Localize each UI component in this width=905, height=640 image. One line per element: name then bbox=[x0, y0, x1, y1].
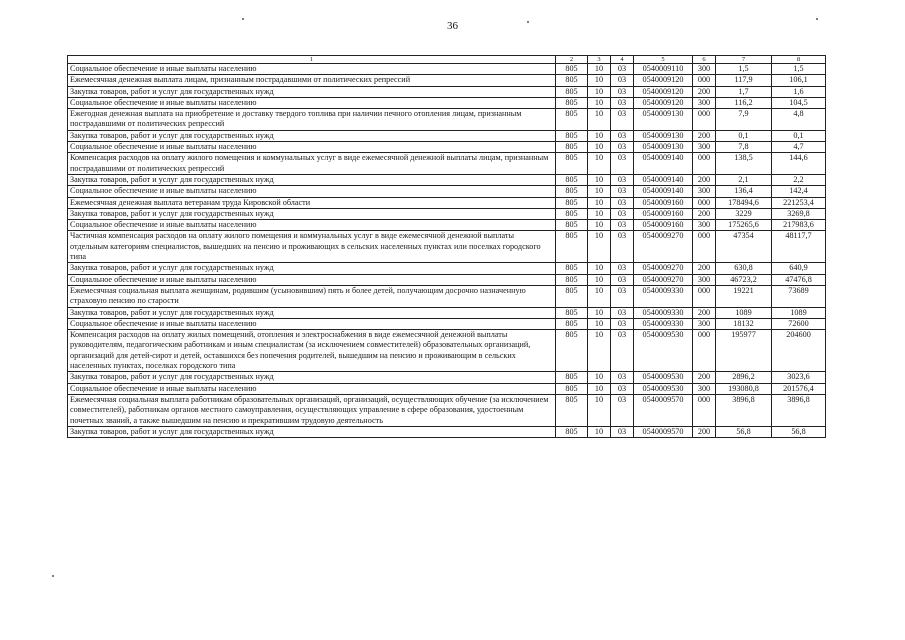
scan-speck bbox=[527, 21, 529, 23]
table-row bbox=[68, 307, 826, 318]
row-name: Ежемесячная социальная выплата женщинам, родившим (усыновившим) пять и более детей, получающим досрочно назначенную страховую пенсию по старости bbox=[68, 285, 556, 307]
cell-amount-1: 1,7 bbox=[716, 86, 772, 97]
cell-subsection: 03 bbox=[611, 231, 634, 263]
row-name: Закупка товаров, работ и услуг для государственных нужд bbox=[68, 263, 556, 274]
cell-amount-1: 3229 bbox=[716, 208, 772, 219]
table-row bbox=[68, 426, 826, 437]
row-name: Ежемесячная социальная выплата работникам образовательных организаций, организаций, осуществляющих обучение (за исключением совместителей), работникам органов местного самоуправления, осуществляющих управление в сфере образования, удостоенным почетных званий, а также вышедшим на пенсию и прекратившим трудовую деятельность bbox=[68, 394, 556, 426]
cell-expense-type: 200 bbox=[693, 426, 716, 437]
cell-amount-2: 47476,8 bbox=[772, 274, 826, 285]
cell-expense-type: 000 bbox=[693, 153, 716, 175]
cell-subsection: 03 bbox=[611, 372, 634, 383]
budget-table bbox=[67, 55, 826, 438]
cell-subsection: 03 bbox=[611, 274, 634, 285]
cell-amount-2: 2,2 bbox=[772, 174, 826, 185]
cell-amount-1: 630,8 bbox=[716, 263, 772, 274]
column-number-8: 8 bbox=[772, 56, 826, 64]
cell-subsection: 03 bbox=[611, 197, 634, 208]
cell-amount-2: 3896,8 bbox=[772, 394, 826, 426]
row-name: Социальное обеспечение и иные выплаты населению bbox=[68, 186, 556, 197]
cell-target-article: 0540009130 bbox=[634, 142, 693, 153]
cell-target-article: 0540009130 bbox=[634, 130, 693, 141]
cell-subsection: 03 bbox=[611, 174, 634, 185]
table-row bbox=[68, 263, 826, 274]
cell-subsection: 03 bbox=[611, 153, 634, 175]
row-name: Закупка товаров, работ и услуг для государственных нужд bbox=[68, 130, 556, 141]
cell-amount-2: 1,6 bbox=[772, 86, 826, 97]
cell-section: 10 bbox=[588, 318, 611, 329]
table-row bbox=[68, 142, 826, 153]
column-number-4: 4 bbox=[611, 56, 634, 64]
page-number: 36 bbox=[447, 20, 458, 32]
table-row bbox=[68, 318, 826, 329]
table-row bbox=[68, 231, 826, 263]
cell-subsection: 03 bbox=[611, 86, 634, 97]
cell-subsection: 03 bbox=[611, 97, 634, 108]
cell-expense-type: 000 bbox=[693, 197, 716, 208]
cell-section: 10 bbox=[588, 109, 611, 131]
row-name: Закупка товаров, работ и услуг для государственных нужд bbox=[68, 86, 556, 97]
table-row bbox=[68, 97, 826, 108]
cell-subsection: 03 bbox=[611, 307, 634, 318]
cell-target-article: 0540009120 bbox=[634, 86, 693, 97]
cell-amount-1: 2896,2 bbox=[716, 372, 772, 383]
cell-amount-2: 201576,4 bbox=[772, 383, 826, 394]
cell-expense-type: 300 bbox=[693, 97, 716, 108]
cell-amount-1: 7,8 bbox=[716, 142, 772, 153]
cell-expense-type: 000 bbox=[693, 75, 716, 86]
table-row bbox=[68, 330, 826, 372]
cell-amount-1: 0,1 bbox=[716, 130, 772, 141]
cell-target-article: 0540009530 bbox=[634, 383, 693, 394]
cell-subsection: 03 bbox=[611, 130, 634, 141]
cell-subsection: 03 bbox=[611, 208, 634, 219]
cell-expense-type: 300 bbox=[693, 64, 716, 75]
cell-ministry-code: 805 bbox=[556, 231, 588, 263]
cell-section: 10 bbox=[588, 372, 611, 383]
table-row bbox=[68, 394, 826, 426]
cell-target-article: 0540009530 bbox=[634, 372, 693, 383]
scan-speck bbox=[816, 18, 818, 20]
cell-subsection: 03 bbox=[611, 142, 634, 153]
row-name: Компенсация расходов на оплату жилого помещения и коммунальных услуг в виде ежемесячной денежной выплаты лицам, признанным пострадавшими от политических репрессий bbox=[68, 153, 556, 175]
cell-expense-type: 000 bbox=[693, 109, 716, 131]
cell-ministry-code: 805 bbox=[556, 130, 588, 141]
cell-expense-type: 200 bbox=[693, 263, 716, 274]
cell-section: 10 bbox=[588, 153, 611, 175]
cell-amount-2: 56,8 bbox=[772, 426, 826, 437]
cell-amount-2: 73689 bbox=[772, 285, 826, 307]
cell-ministry-code: 805 bbox=[556, 174, 588, 185]
cell-amount-1: 18132 bbox=[716, 318, 772, 329]
cell-ministry-code: 805 bbox=[556, 75, 588, 86]
table-row bbox=[68, 75, 826, 86]
cell-expense-type: 300 bbox=[693, 142, 716, 153]
cell-expense-type: 000 bbox=[693, 394, 716, 426]
cell-amount-1: 116,2 bbox=[716, 97, 772, 108]
cell-expense-type: 300 bbox=[693, 318, 716, 329]
cell-target-article: 0540009130 bbox=[634, 109, 693, 131]
table-row bbox=[68, 153, 826, 175]
cell-amount-2: 640,9 bbox=[772, 263, 826, 274]
cell-amount-1: 136,4 bbox=[716, 186, 772, 197]
cell-amount-1: 138,5 bbox=[716, 153, 772, 175]
cell-ministry-code: 805 bbox=[556, 208, 588, 219]
cell-ministry-code: 805 bbox=[556, 220, 588, 231]
table-row bbox=[68, 186, 826, 197]
table-row bbox=[68, 86, 826, 97]
cell-ministry-code: 805 bbox=[556, 426, 588, 437]
cell-subsection: 03 bbox=[611, 285, 634, 307]
cell-section: 10 bbox=[588, 307, 611, 318]
cell-ministry-code: 805 bbox=[556, 142, 588, 153]
cell-amount-2: 204600 bbox=[772, 330, 826, 372]
cell-ministry-code: 805 bbox=[556, 64, 588, 75]
row-name: Социальное обеспечение и иные выплаты населению bbox=[68, 274, 556, 285]
cell-ministry-code: 805 bbox=[556, 372, 588, 383]
row-name: Закупка товаров, работ и услуг для государственных нужд bbox=[68, 307, 556, 318]
cell-ministry-code: 805 bbox=[556, 330, 588, 372]
cell-section: 10 bbox=[588, 64, 611, 75]
cell-amount-2: 106,1 bbox=[772, 75, 826, 86]
cell-subsection: 03 bbox=[611, 109, 634, 131]
row-name: Закупка товаров, работ и услуг для государственных нужд bbox=[68, 372, 556, 383]
cell-amount-2: 3023,6 bbox=[772, 372, 826, 383]
cell-target-article: 0540009140 bbox=[634, 186, 693, 197]
row-name: Ежегодная денежная выплата на приобретение и доставку твердого топлива при наличии печного отопления лицам, признанным пострадавшими от политических репрессий bbox=[68, 109, 556, 131]
cell-target-article: 0540009140 bbox=[634, 174, 693, 185]
cell-subsection: 03 bbox=[611, 330, 634, 372]
cell-expense-type: 200 bbox=[693, 208, 716, 219]
table-row bbox=[68, 372, 826, 383]
cell-target-article: 0540009330 bbox=[634, 318, 693, 329]
cell-amount-2: 1,5 bbox=[772, 64, 826, 75]
row-name: Социальное обеспечение и иные выплаты населению bbox=[68, 220, 556, 231]
cell-amount-2: 48117,7 bbox=[772, 231, 826, 263]
column-number-3: 3 bbox=[588, 56, 611, 64]
cell-section: 10 bbox=[588, 394, 611, 426]
cell-section: 10 bbox=[588, 130, 611, 141]
cell-expense-type: 000 bbox=[693, 330, 716, 372]
cell-subsection: 03 bbox=[611, 263, 634, 274]
cell-section: 10 bbox=[588, 330, 611, 372]
cell-amount-1: 175265,6 bbox=[716, 220, 772, 231]
row-name: Закупка товаров, работ и услуг для государственных нужд bbox=[68, 208, 556, 219]
cell-amount-1: 117,9 bbox=[716, 75, 772, 86]
table-row bbox=[68, 109, 826, 131]
scan-speck bbox=[242, 18, 244, 20]
cell-amount-1: 1089 bbox=[716, 307, 772, 318]
cell-section: 10 bbox=[588, 186, 611, 197]
cell-section: 10 bbox=[588, 263, 611, 274]
cell-section: 10 bbox=[588, 208, 611, 219]
table-row bbox=[68, 383, 826, 394]
cell-expense-type: 000 bbox=[693, 285, 716, 307]
table-row bbox=[68, 197, 826, 208]
row-name: Ежемесячная денежная выплата ветеранам труда Кировской области bbox=[68, 197, 556, 208]
cell-subsection: 03 bbox=[611, 220, 634, 231]
cell-target-article: 0540009160 bbox=[634, 208, 693, 219]
cell-amount-2: 4,7 bbox=[772, 142, 826, 153]
cell-ministry-code: 805 bbox=[556, 186, 588, 197]
column-number-6: 6 bbox=[693, 56, 716, 64]
cell-section: 10 bbox=[588, 197, 611, 208]
row-name: Закупка товаров, работ и услуг для государственных нужд bbox=[68, 426, 556, 437]
cell-amount-2: 3269,8 bbox=[772, 208, 826, 219]
cell-subsection: 03 bbox=[611, 426, 634, 437]
cell-target-article: 0540009120 bbox=[634, 97, 693, 108]
cell-section: 10 bbox=[588, 285, 611, 307]
cell-target-article: 0540009330 bbox=[634, 307, 693, 318]
cell-section: 10 bbox=[588, 383, 611, 394]
cell-target-article: 0540009270 bbox=[634, 231, 693, 263]
row-name: Социальное обеспечение и иные выплаты населению bbox=[68, 64, 556, 75]
cell-amount-1: 178494,6 bbox=[716, 197, 772, 208]
cell-expense-type: 300 bbox=[693, 383, 716, 394]
cell-subsection: 03 bbox=[611, 64, 634, 75]
cell-amount-1: 47354 bbox=[716, 231, 772, 263]
cell-amount-2: 72600 bbox=[772, 318, 826, 329]
cell-section: 10 bbox=[588, 174, 611, 185]
cell-ministry-code: 805 bbox=[556, 394, 588, 426]
cell-target-article: 0540009330 bbox=[634, 285, 693, 307]
cell-amount-2: 4,8 bbox=[772, 109, 826, 131]
cell-target-article: 0540009570 bbox=[634, 394, 693, 426]
cell-section: 10 bbox=[588, 220, 611, 231]
cell-target-article: 0540009120 bbox=[634, 75, 693, 86]
cell-target-article: 0540009530 bbox=[634, 330, 693, 372]
column-number-2: 2 bbox=[556, 56, 588, 64]
table-row bbox=[68, 64, 826, 75]
cell-section: 10 bbox=[588, 86, 611, 97]
row-name: Частичная компенсация расходов на оплату жилого помещения и коммунальных услуг в виде ежемесячной денежной выплаты отдельным категориям специалистов, вышедших на пенсию и проживающих в сельских населенных пунктах или поселках городского типа bbox=[68, 231, 556, 263]
cell-expense-type: 300 bbox=[693, 274, 716, 285]
row-name: Социальное обеспечение и иные выплаты населению bbox=[68, 142, 556, 153]
cell-section: 10 bbox=[588, 142, 611, 153]
cell-ministry-code: 805 bbox=[556, 318, 588, 329]
row-name: Закупка товаров, работ и услуг для государственных нужд bbox=[68, 174, 556, 185]
cell-amount-1: 1,5 bbox=[716, 64, 772, 75]
cell-ministry-code: 805 bbox=[556, 285, 588, 307]
cell-target-article: 0540009270 bbox=[634, 263, 693, 274]
cell-ministry-code: 805 bbox=[556, 274, 588, 285]
cell-ministry-code: 805 bbox=[556, 86, 588, 97]
cell-target-article: 0540009110 bbox=[634, 64, 693, 75]
table-row bbox=[68, 274, 826, 285]
cell-ministry-code: 805 bbox=[556, 153, 588, 175]
cell-target-article: 0540009160 bbox=[634, 220, 693, 231]
cell-expense-type: 300 bbox=[693, 186, 716, 197]
cell-amount-2: 144,6 bbox=[772, 153, 826, 175]
cell-subsection: 03 bbox=[611, 75, 634, 86]
cell-amount-2: 217983,6 bbox=[772, 220, 826, 231]
table-row bbox=[68, 130, 826, 141]
column-numbers-row bbox=[68, 56, 826, 64]
cell-subsection: 03 bbox=[611, 318, 634, 329]
row-name: Социальное обеспечение и иные выплаты населению bbox=[68, 383, 556, 394]
cell-amount-1: 46723,2 bbox=[716, 274, 772, 285]
cell-expense-type: 300 bbox=[693, 220, 716, 231]
cell-subsection: 03 bbox=[611, 383, 634, 394]
cell-expense-type: 200 bbox=[693, 372, 716, 383]
table-row bbox=[68, 285, 826, 307]
cell-ministry-code: 805 bbox=[556, 97, 588, 108]
cell-amount-1: 19221 bbox=[716, 285, 772, 307]
cell-amount-1: 2,1 bbox=[716, 174, 772, 185]
row-name: Ежемесячная денежная выплата лицам, признанным пострадавшими от политических репрессий bbox=[68, 75, 556, 86]
cell-amount-2: 104,5 bbox=[772, 97, 826, 108]
cell-ministry-code: 805 bbox=[556, 197, 588, 208]
cell-section: 10 bbox=[588, 426, 611, 437]
cell-subsection: 03 bbox=[611, 186, 634, 197]
cell-ministry-code: 805 bbox=[556, 263, 588, 274]
cell-amount-2: 221253,4 bbox=[772, 197, 826, 208]
cell-amount-2: 0,1 bbox=[772, 130, 826, 141]
cell-section: 10 bbox=[588, 75, 611, 86]
cell-ministry-code: 805 bbox=[556, 109, 588, 131]
cell-expense-type: 200 bbox=[693, 130, 716, 141]
cell-amount-2: 1089 bbox=[772, 307, 826, 318]
cell-amount-1: 56,8 bbox=[716, 426, 772, 437]
column-number-5: 5 bbox=[634, 56, 693, 64]
cell-section: 10 bbox=[588, 274, 611, 285]
column-number-1: 1 bbox=[68, 56, 556, 64]
cell-amount-1: 193080,8 bbox=[716, 383, 772, 394]
cell-expense-type: 200 bbox=[693, 86, 716, 97]
row-name: Компенсация расходов на оплату жилых помещений, отопления и электроснабжения в виде ежемесячной денежной выплаты руководителям, педагогическим работникам и иным специалистам (за исключением совместителей) образовательных организаций, организаций для детей-сирот и детей, оставшихся без попечения родителей, вышедшим на пенсию и проживающим в сельских населенных пунктах, поселках городского типа bbox=[68, 330, 556, 372]
row-name: Социальное обеспечение и иные выплаты населению bbox=[68, 318, 556, 329]
table-row bbox=[68, 220, 826, 231]
cell-target-article: 0540009570 bbox=[634, 426, 693, 437]
cell-amount-1: 7,9 bbox=[716, 109, 772, 131]
column-number-7: 7 bbox=[716, 56, 772, 64]
cell-amount-1: 195977 bbox=[716, 330, 772, 372]
table-row bbox=[68, 174, 826, 185]
cell-section: 10 bbox=[588, 97, 611, 108]
cell-target-article: 0540009270 bbox=[634, 274, 693, 285]
cell-ministry-code: 805 bbox=[556, 383, 588, 394]
scan-speck bbox=[52, 575, 54, 577]
cell-target-article: 0540009140 bbox=[634, 153, 693, 175]
row-name: Социальное обеспечение и иные выплаты населению bbox=[68, 97, 556, 108]
cell-expense-type: 200 bbox=[693, 174, 716, 185]
cell-subsection: 03 bbox=[611, 394, 634, 426]
cell-ministry-code: 805 bbox=[556, 307, 588, 318]
cell-amount-1: 3896,8 bbox=[716, 394, 772, 426]
cell-target-article: 0540009160 bbox=[634, 197, 693, 208]
cell-amount-2: 142,4 bbox=[772, 186, 826, 197]
cell-expense-type: 000 bbox=[693, 231, 716, 263]
cell-expense-type: 200 bbox=[693, 307, 716, 318]
cell-section: 10 bbox=[588, 231, 611, 263]
table-row bbox=[68, 208, 826, 219]
